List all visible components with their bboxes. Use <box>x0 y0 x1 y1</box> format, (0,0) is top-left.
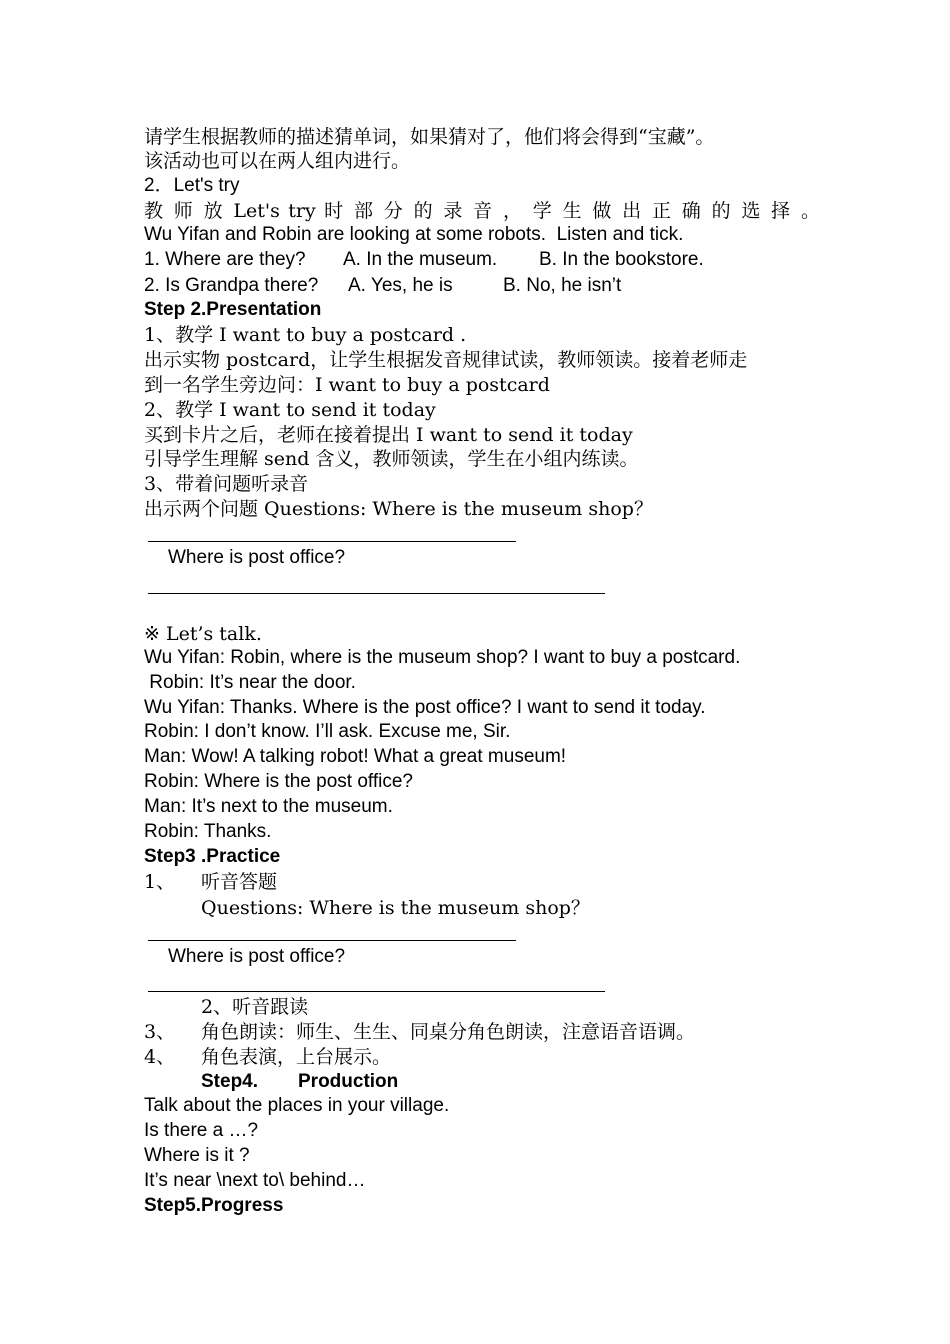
step2-item1-title: 1、教学 I want to buy a postcard . <box>144 324 467 346</box>
dialogue-line: Man: Wow! A talking robot! What a great museum! <box>144 746 567 767</box>
q2-question: 2. Is Grandpa there? <box>144 275 319 296</box>
q1-option-a: A. In the museum. <box>343 249 498 270</box>
step3-item4-number: 4、 <box>144 1046 176 1068</box>
q1-option-b: B. In the bookstore. <box>539 249 704 270</box>
lets-try-instruction: 教 师 放 Let's try 时 部 分 的 录 音 ， 学 生 做 出 正 确 的 选 择 。 <box>144 200 820 222</box>
q1-question: 1. Where are they? <box>144 249 306 270</box>
step2-heading: Step 2.Presentation <box>144 299 322 320</box>
step4-line: Where is it ? <box>144 1145 250 1166</box>
answer-line <box>148 541 516 542</box>
lets-try-q1 <box>144 248 704 272</box>
q2-option-a: A. Yes, he is <box>348 275 453 296</box>
step4-line: It’s near \next to\ behind… <box>144 1170 366 1191</box>
step2-item2-title: 2、教学 I want to send it today <box>144 399 436 421</box>
step4-line: Is there a …? <box>144 1120 259 1141</box>
dialogue-line: Robin: It’s near the door. <box>144 672 356 693</box>
dialogue-line: Robin: Where is the post office? <box>144 771 413 792</box>
dialogue-line: Man: It’s next to the museum. <box>144 796 393 817</box>
step4-heading <box>201 1070 398 1094</box>
step2-item2-line1: 买到卡片之后，老师在接着提出 I want to send it today <box>144 424 633 446</box>
step2-item1-line2: 到一名学生旁边问：I want to buy a postcard <box>144 374 550 396</box>
step2-item1-line1: 出示实物 postcard，让学生根据发音规律试读，教师领读。接着老师走 <box>144 349 748 371</box>
step3-item3-text: 角色朗读：师生、生生、同桌分角色朗读，注意语音语调。 <box>201 1021 696 1043</box>
step5-heading: Step5.Progress <box>144 1195 284 1216</box>
step4-label: Step4. <box>201 1071 259 1092</box>
step2-item2-line2: 引导学生理解 send 含义，教师领读，学生在小组内练读。 <box>144 448 639 470</box>
step3-heading: Step3 .Practice <box>144 846 281 867</box>
lets-try-q2 <box>144 274 621 298</box>
dialogue-line: Robin: Thanks. <box>144 821 272 842</box>
step3-item2: 2、听音跟读 <box>201 996 309 1018</box>
step2-item3-title: 3、带着问题听录音 <box>144 473 309 495</box>
answer-line <box>148 593 605 594</box>
step3-item4-text: 角色表演，上台展示。 <box>201 1046 392 1068</box>
dialogue-line: Wu Yifan: Robin, where is the museum shop? I want to buy a postcard. <box>144 647 741 668</box>
step3-item1-text: 听音答题 <box>201 871 278 893</box>
answer-line <box>148 991 605 992</box>
step3-question2: Where is post office? <box>168 946 346 967</box>
step4-line: Talk about the places in your village. <box>144 1095 450 1116</box>
step3-question1: Questions: Where is the museum shop？ <box>201 897 590 919</box>
lets-try-context: Wu Yifan and Robin are looking at some robots. Listen and tick. <box>144 224 684 245</box>
lets-talk-heading: ※ Let’s talk. <box>144 623 262 645</box>
dialogue-line: Wu Yifan: Thanks. Where is the post office? I want to send it today. <box>144 697 706 718</box>
step4-title: Production <box>298 1071 399 1092</box>
answer-line <box>148 940 516 941</box>
lets-try-heading: 2．Let's try <box>144 175 240 196</box>
step2-item3-question1: 出示两个问题 Questions: Where is the museum shop？ <box>144 498 653 520</box>
dialogue-line: Robin: I don’t know. I’ll ask. Excuse me, Sir. <box>144 721 511 742</box>
intro-line-2: 该活动也可以在两人组内进行。 <box>144 150 411 172</box>
step2-item3-question2: Where is post office? <box>168 547 346 568</box>
q2-option-b: B. No, he isn’t <box>503 275 622 296</box>
step3-item3-number: 3、 <box>144 1021 176 1043</box>
step3-item1-number: 1、 <box>144 871 176 893</box>
intro-line-1: 请学生根据教师的描述猜单词，如果猜对了，他们将会得到“宝藏”。 <box>144 126 715 148</box>
